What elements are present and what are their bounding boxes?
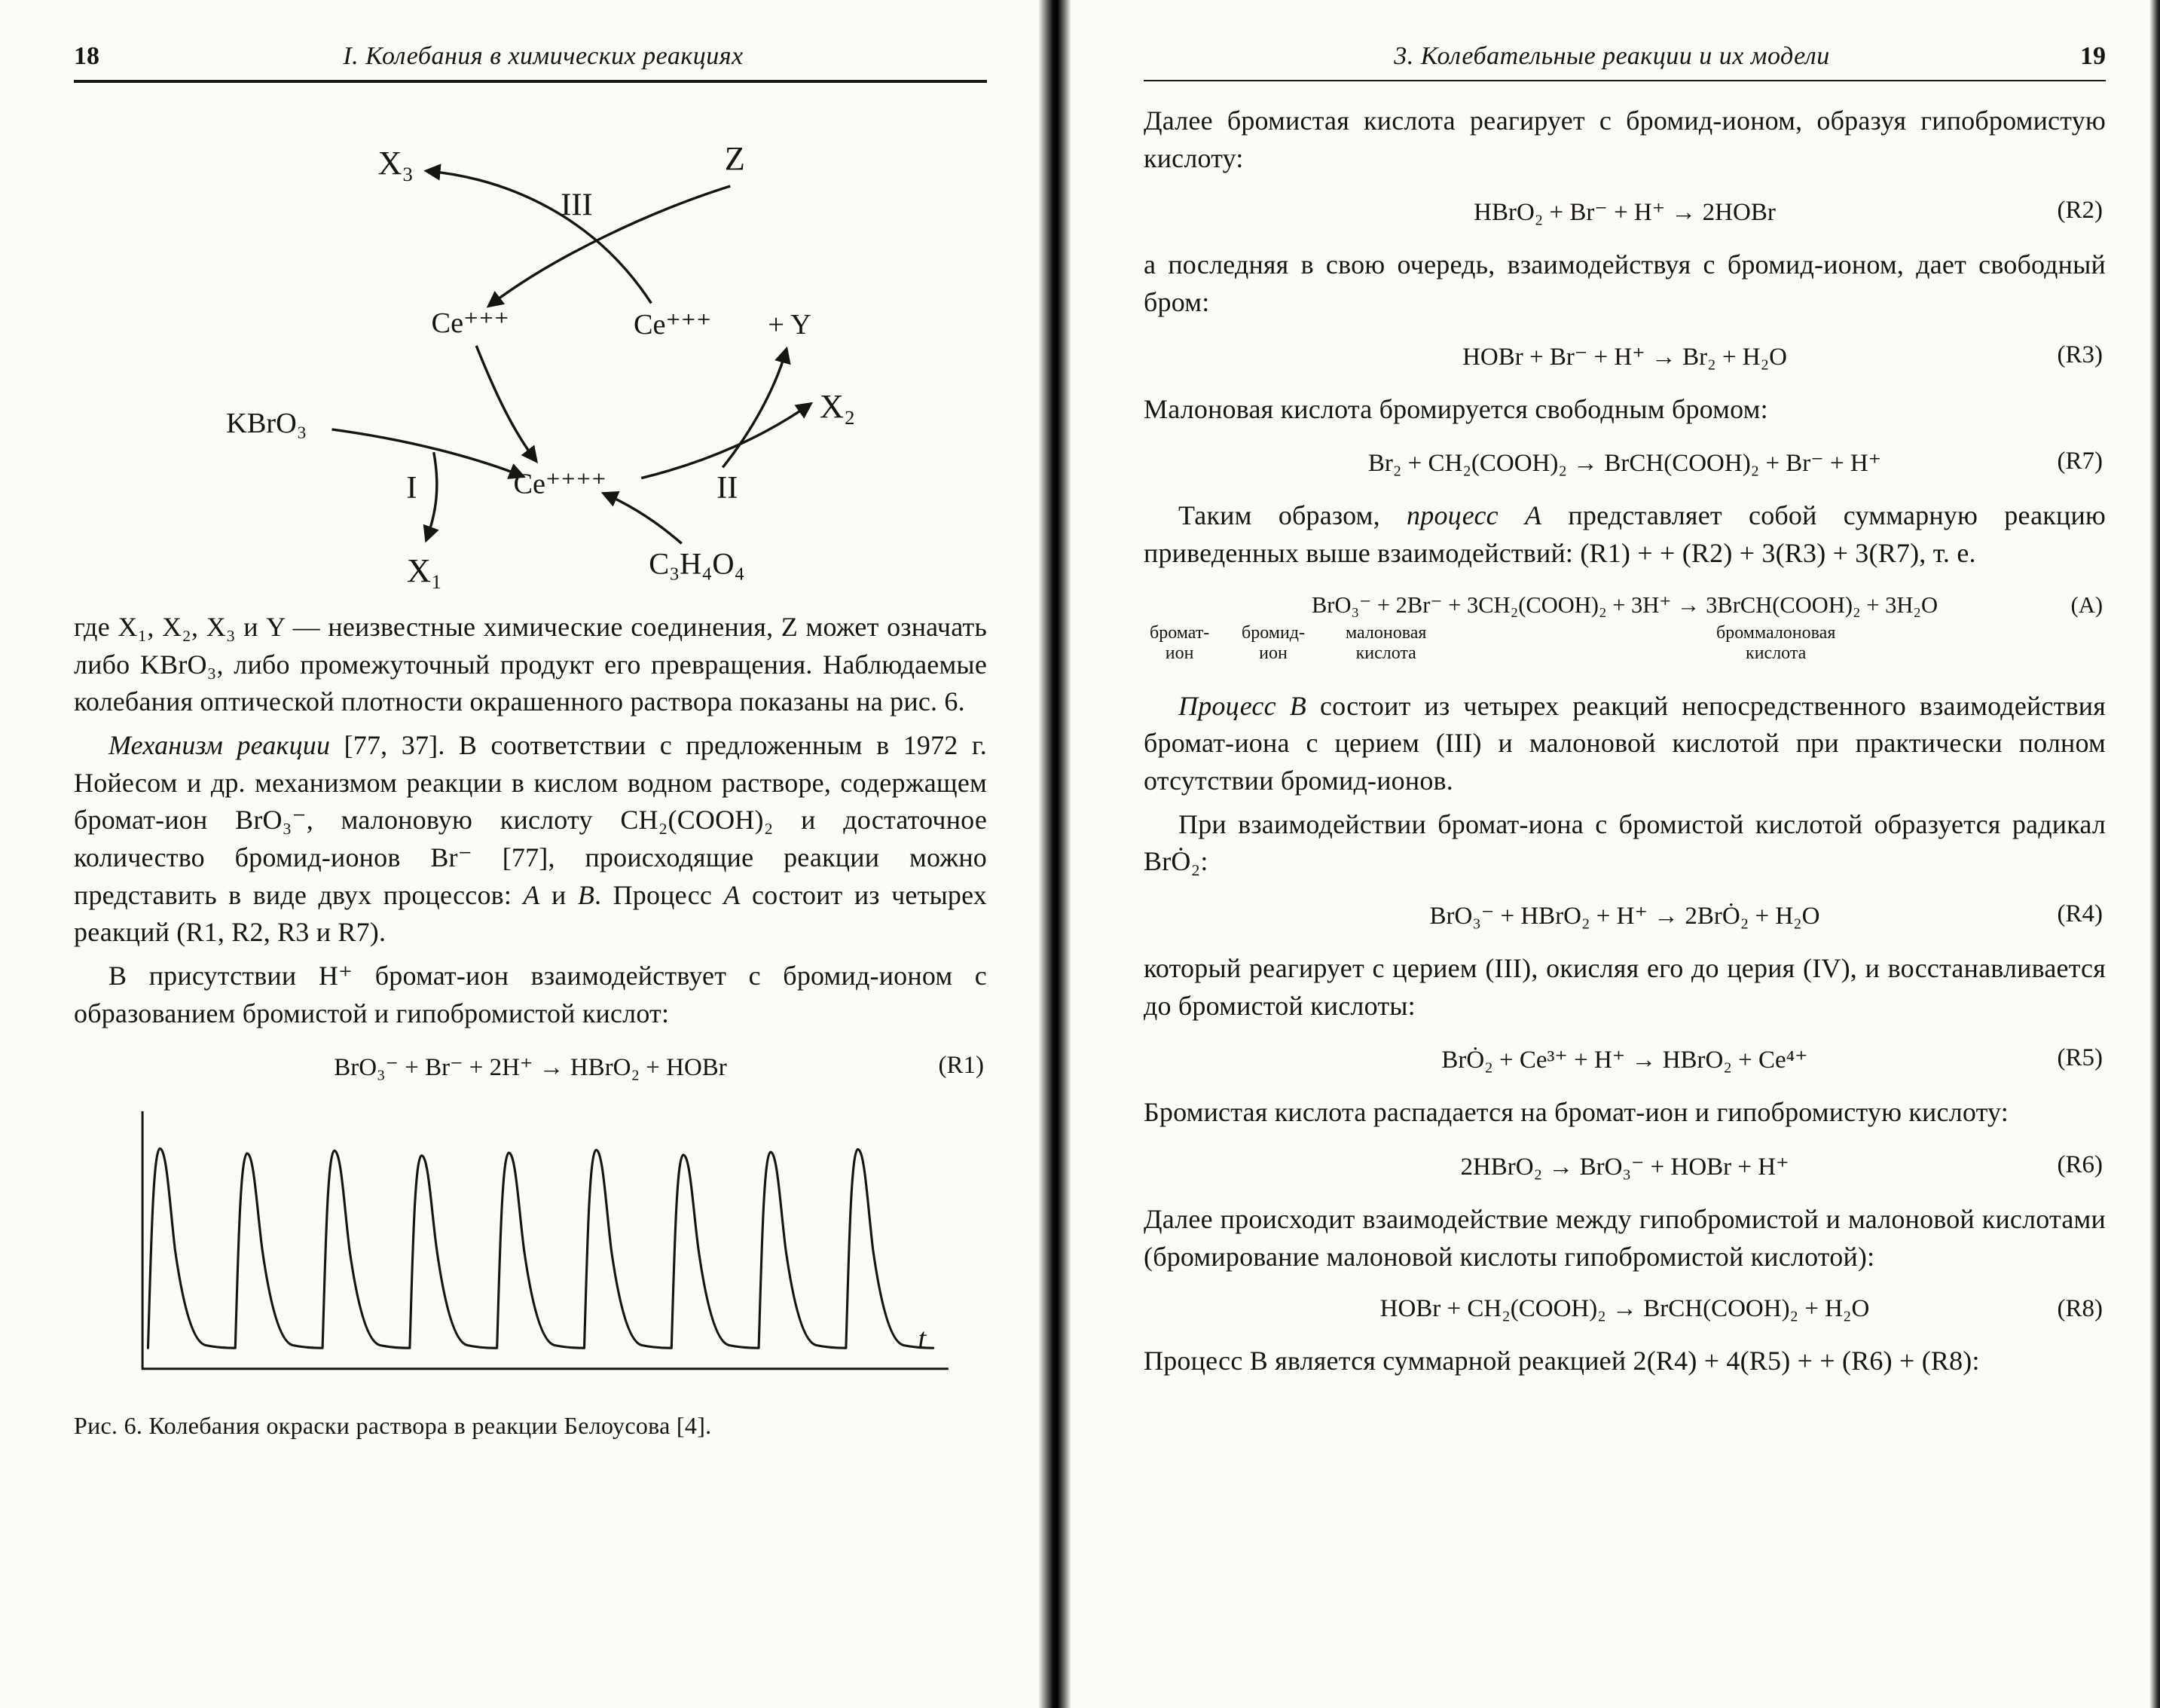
equation-label: (A) xyxy=(2070,591,2103,618)
scheme-label-ce3-right: Ce⁺⁺⁺ xyxy=(633,308,712,341)
paragraph: Малоновая кислота бромируется свободным бромом: xyxy=(1144,393,1768,424)
left-page-number: 18 xyxy=(74,42,99,70)
scheme-label-ce4: Ce⁺⁺⁺⁺ xyxy=(513,468,607,500)
oscillogram-axes xyxy=(142,1111,949,1369)
scheme-arrow-ce3-to-ce4 xyxy=(476,346,536,461)
paragraph: который реагирует с церием (III), окисляя его до церия (IV), и восстанавливается до бромистой кислоты: xyxy=(1144,953,2106,1021)
species-label-bromide: бромид- ион xyxy=(1242,622,1305,663)
equation-label: (R8) xyxy=(2057,1295,2103,1323)
equation-formula: BrO₃⁻ + 2Br⁻ + 3CH₂(COOH)₂ + 3H⁺ → 3BrCH(COOH)₂ + 3H₂O xyxy=(1311,591,1939,618)
scheme-arrow-to-x3 xyxy=(426,171,652,304)
right-running-head xyxy=(1144,42,2106,71)
scheme-arrow-to-x2 xyxy=(641,404,811,478)
equation-r7 xyxy=(1144,448,2106,478)
paragraph: Таким образом, процесс А представляет собой суммарную реакцию приведенных выше взаимодействий: (R1) + + (R2) + 3(R3) + 3(R7), т. е. xyxy=(1144,500,2107,569)
equation-a-species-labels xyxy=(1144,623,2106,673)
paragraph: Бромистая кислота распадается на бромат-ион и гипобромистую кислоту: xyxy=(1144,1097,2009,1128)
equation-label: (R7) xyxy=(2057,448,2103,475)
equation-a xyxy=(1144,592,2106,619)
equation-formula: HBrO₂ + Br⁻ + H⁺ → 2HOBr xyxy=(1474,199,1776,227)
equation-r5 xyxy=(1144,1044,2106,1074)
equation-r2 xyxy=(1144,197,2106,227)
scan-page-edge xyxy=(2149,0,2160,1708)
equation-label: (R5) xyxy=(2057,1044,2103,1072)
paragraph: где X₁, X₂, X₃ и Y — неизвестные химические соединения, Z может означать либо KBrO₃, либо промежуточный продукт его превращения. Наблюдаемые колебания оптической плотности окрашенного раствора показаны на рис. 6. xyxy=(74,612,987,717)
equation-formula: Br₂ + CH₂(COOH)₂ → BrCH(COOH)₂ + Br⁻ + H⁺ xyxy=(1367,450,1882,478)
right-running-title: 3. Колебательные реакции и их модели xyxy=(1394,42,1830,70)
paragraph: Процесс В состоит из четырех реакций непосредственного взаимодействия бромат-иона с церием (III) и малоновой кислотой при практически полном отсутствии бромид-ионов. xyxy=(1144,690,2107,796)
equation-formula: BrȮ₂ + Ce³⁺ + H⁺ → HBrO₂ + Ce⁴⁺ xyxy=(1441,1046,1808,1074)
scheme-arrow-kbro3-to-ce4 xyxy=(331,429,523,477)
scheme-label-malonic: C₃H₄O₄ xyxy=(649,546,745,581)
oscillogram-figure xyxy=(74,1101,987,1440)
left-running-head xyxy=(74,42,987,71)
equation-formula: BrO₃⁻ + Br⁻ + 2H⁺ → HBrO₂ + HOBr xyxy=(334,1054,727,1082)
equation-r6 xyxy=(1144,1151,2106,1181)
scheme-label-x1: X₁ xyxy=(406,551,443,589)
paragraph: Далее происходит взаимодействие между гипобромистой и малоновой кислотами (бромирование малоновой кислоты гипобромистой кислотой): xyxy=(1144,1204,2106,1272)
paragraph: При взаимодействии бромат-иона с бромистой кислотой образуется радикал BrȮ₂: xyxy=(1144,808,2106,877)
page-left xyxy=(0,0,1046,1708)
time-axis-label: t xyxy=(918,1323,927,1355)
paragraph: В присутствии H⁺ бромат-ион взаимодействует с бромид-ионом с образованием бромистой и гипобромистой кислот: xyxy=(74,961,987,1028)
oscillogram xyxy=(116,1101,975,1392)
equation-formula: HOBr + Br⁻ + H⁺ → Br₂ + H₂O xyxy=(1462,343,1787,371)
equation-label: (R3) xyxy=(2057,341,2103,368)
equation-r3 xyxy=(1144,341,2106,371)
equation-r4 xyxy=(1144,900,2106,930)
right-header-rule xyxy=(1144,80,2106,81)
scheme-label-process-i: I xyxy=(406,469,417,506)
reaction-scheme-figure xyxy=(158,104,919,598)
scheme-label-y: + Y xyxy=(768,308,811,341)
scheme-label-kbro3: KBrO₃ xyxy=(226,407,307,439)
figure-caption: Рис. 6. Колебания окраски раствора в реакции Белоусова [4]. xyxy=(74,1412,712,1440)
paragraph: Далее бромистая кислота реагирует с бромид-ионом, образуя гипобромистую кислоту: xyxy=(1144,105,2106,173)
equation-label: (R6) xyxy=(2057,1151,2103,1179)
equation-label: (R2) xyxy=(2057,197,2103,225)
equation-formula: HOBr + CH₂(COOH)₂ → BrCH(COOH)₂ + H₂O xyxy=(1379,1295,1870,1323)
equation-formula: 2HBrO₂ → BrO₃⁻ + HOBr + H⁺ xyxy=(1460,1153,1789,1181)
binding-gutter xyxy=(1038,0,1071,1708)
scheme-label-process-iii: III xyxy=(561,187,593,223)
species-label-malonic-acid: малоновая кислота xyxy=(1346,622,1427,663)
equation-label: (R1) xyxy=(938,1052,984,1080)
scheme-label-ce3-left: Ce⁺⁺⁺ xyxy=(431,307,509,339)
left-running-title: I. Колебания в химических реакциях xyxy=(343,42,744,70)
paragraph: Процесс В является суммарной реакцией 2(R4) + 4(R5) + + (R6) + (R8): xyxy=(1144,1346,1980,1376)
scheme-label-x3: X₃ xyxy=(377,143,414,182)
scheme-arrow-to-y xyxy=(723,349,787,467)
scheme-arrow-malonic-to-ce4 xyxy=(603,493,682,544)
scheme-label-z: Z xyxy=(724,139,745,177)
scheme-label-x2: X₂ xyxy=(819,387,856,425)
equation-label: (R4) xyxy=(2057,900,2103,928)
right-page-number: 19 xyxy=(2080,42,2106,70)
species-label-bromomalonic-acid: броммалоновая кислота xyxy=(1716,622,1836,663)
scheme-arrow-to-ce3 xyxy=(488,186,730,306)
paragraph: а последняя в свою очередь, взаимодействуя с бромид-ионом, дает свободный бром: xyxy=(1144,249,2106,318)
equation-r8 xyxy=(1144,1295,2106,1323)
equation-formula: BrO₃⁻ + HBrO₂ + H⁺ → 2BrȮ₂ + H₂O xyxy=(1429,903,1820,930)
left-header-rule xyxy=(74,80,987,83)
page-right xyxy=(1068,0,2160,1708)
scheme-arrow-to-x1 xyxy=(426,452,437,540)
scheme-label-process-ii: II xyxy=(716,469,738,506)
species-label-bromate: бромат- ион xyxy=(1150,622,1210,663)
oscillation-trace xyxy=(148,1149,933,1349)
paragraph: Механизм реакции [77, 37]. В соответствии с предложенным в 1972 г. Нойесом и др. механизмом реакции в кислом водном растворе, содержащем бромат-ион BrO₃⁻, малоновую кислоту CH₂(COOH)₂ и достаточное количество бромид-ионов Br⁻ [77], происходящие реакции можно представить в виде двух процессов: А и В. Процесс А состоит из четырех реакций (R1, R2, R3 и R7). xyxy=(74,730,987,948)
equation-r1 xyxy=(74,1052,987,1082)
